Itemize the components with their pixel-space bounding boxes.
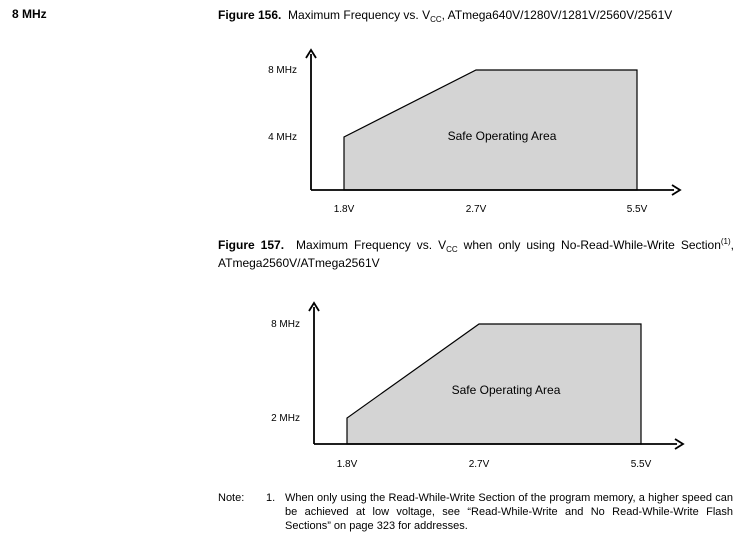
figure-156-title-sub: CC — [430, 15, 442, 24]
figure-157-label: Figure 157. — [218, 238, 285, 252]
chart1-x-tick-label: 1.8V — [333, 204, 355, 215]
chart1-x-tick-label: 2.7V — [465, 204, 487, 215]
note-text: When only using the Read-While-Write Section of the program memory, a higher speed can be achieved at low voltage, see “Read-While-Write and No Read-While-Write Flash Sections” on page 323 for addresses. — [285, 492, 733, 532]
figure-157-title-sub: CC — [446, 245, 458, 254]
chart2-x-tick-label: 5.5V — [630, 459, 652, 470]
section-label: 8 MHz — [12, 7, 47, 21]
chart1-x-tick-label: 5.5V — [626, 204, 648, 215]
chart2-y-tick-label: 2 MHz — [271, 413, 300, 424]
chart2-x-tick-label: 1.8V — [336, 459, 358, 470]
chart1-area-annotation: Safe Operating Area — [447, 129, 557, 143]
chart1-y-tick-label: 8 MHz — [268, 65, 297, 76]
figure-156-label: Figure 156. — [218, 8, 282, 22]
figure-157-title-sup: (1) — [720, 237, 731, 246]
chart1-y-tick-label: 4 MHz — [268, 132, 297, 143]
figure-157-title-middle: when only using No-Read-While-Write Section — [457, 238, 721, 252]
note-number: 1. — [266, 492, 276, 504]
figure-156-title-after: , ATmega640V/1280V/1281V/2560V/2561V — [441, 8, 673, 22]
chart2-x-tick-label: 2.7V — [468, 459, 490, 470]
chart2-area-annotation: Safe Operating Area — [451, 383, 561, 397]
figure-156-title-before: Maximum Frequency vs. V — [288, 8, 431, 22]
note-label: Note: — [218, 492, 245, 504]
chart2-y-tick-label: 8 MHz — [271, 319, 300, 330]
figure-157-title-after: , ATmega2560V/ATmega2561V — [218, 238, 735, 270]
figure-157-title-before: Maximum Frequency vs. V — [296, 238, 447, 252]
